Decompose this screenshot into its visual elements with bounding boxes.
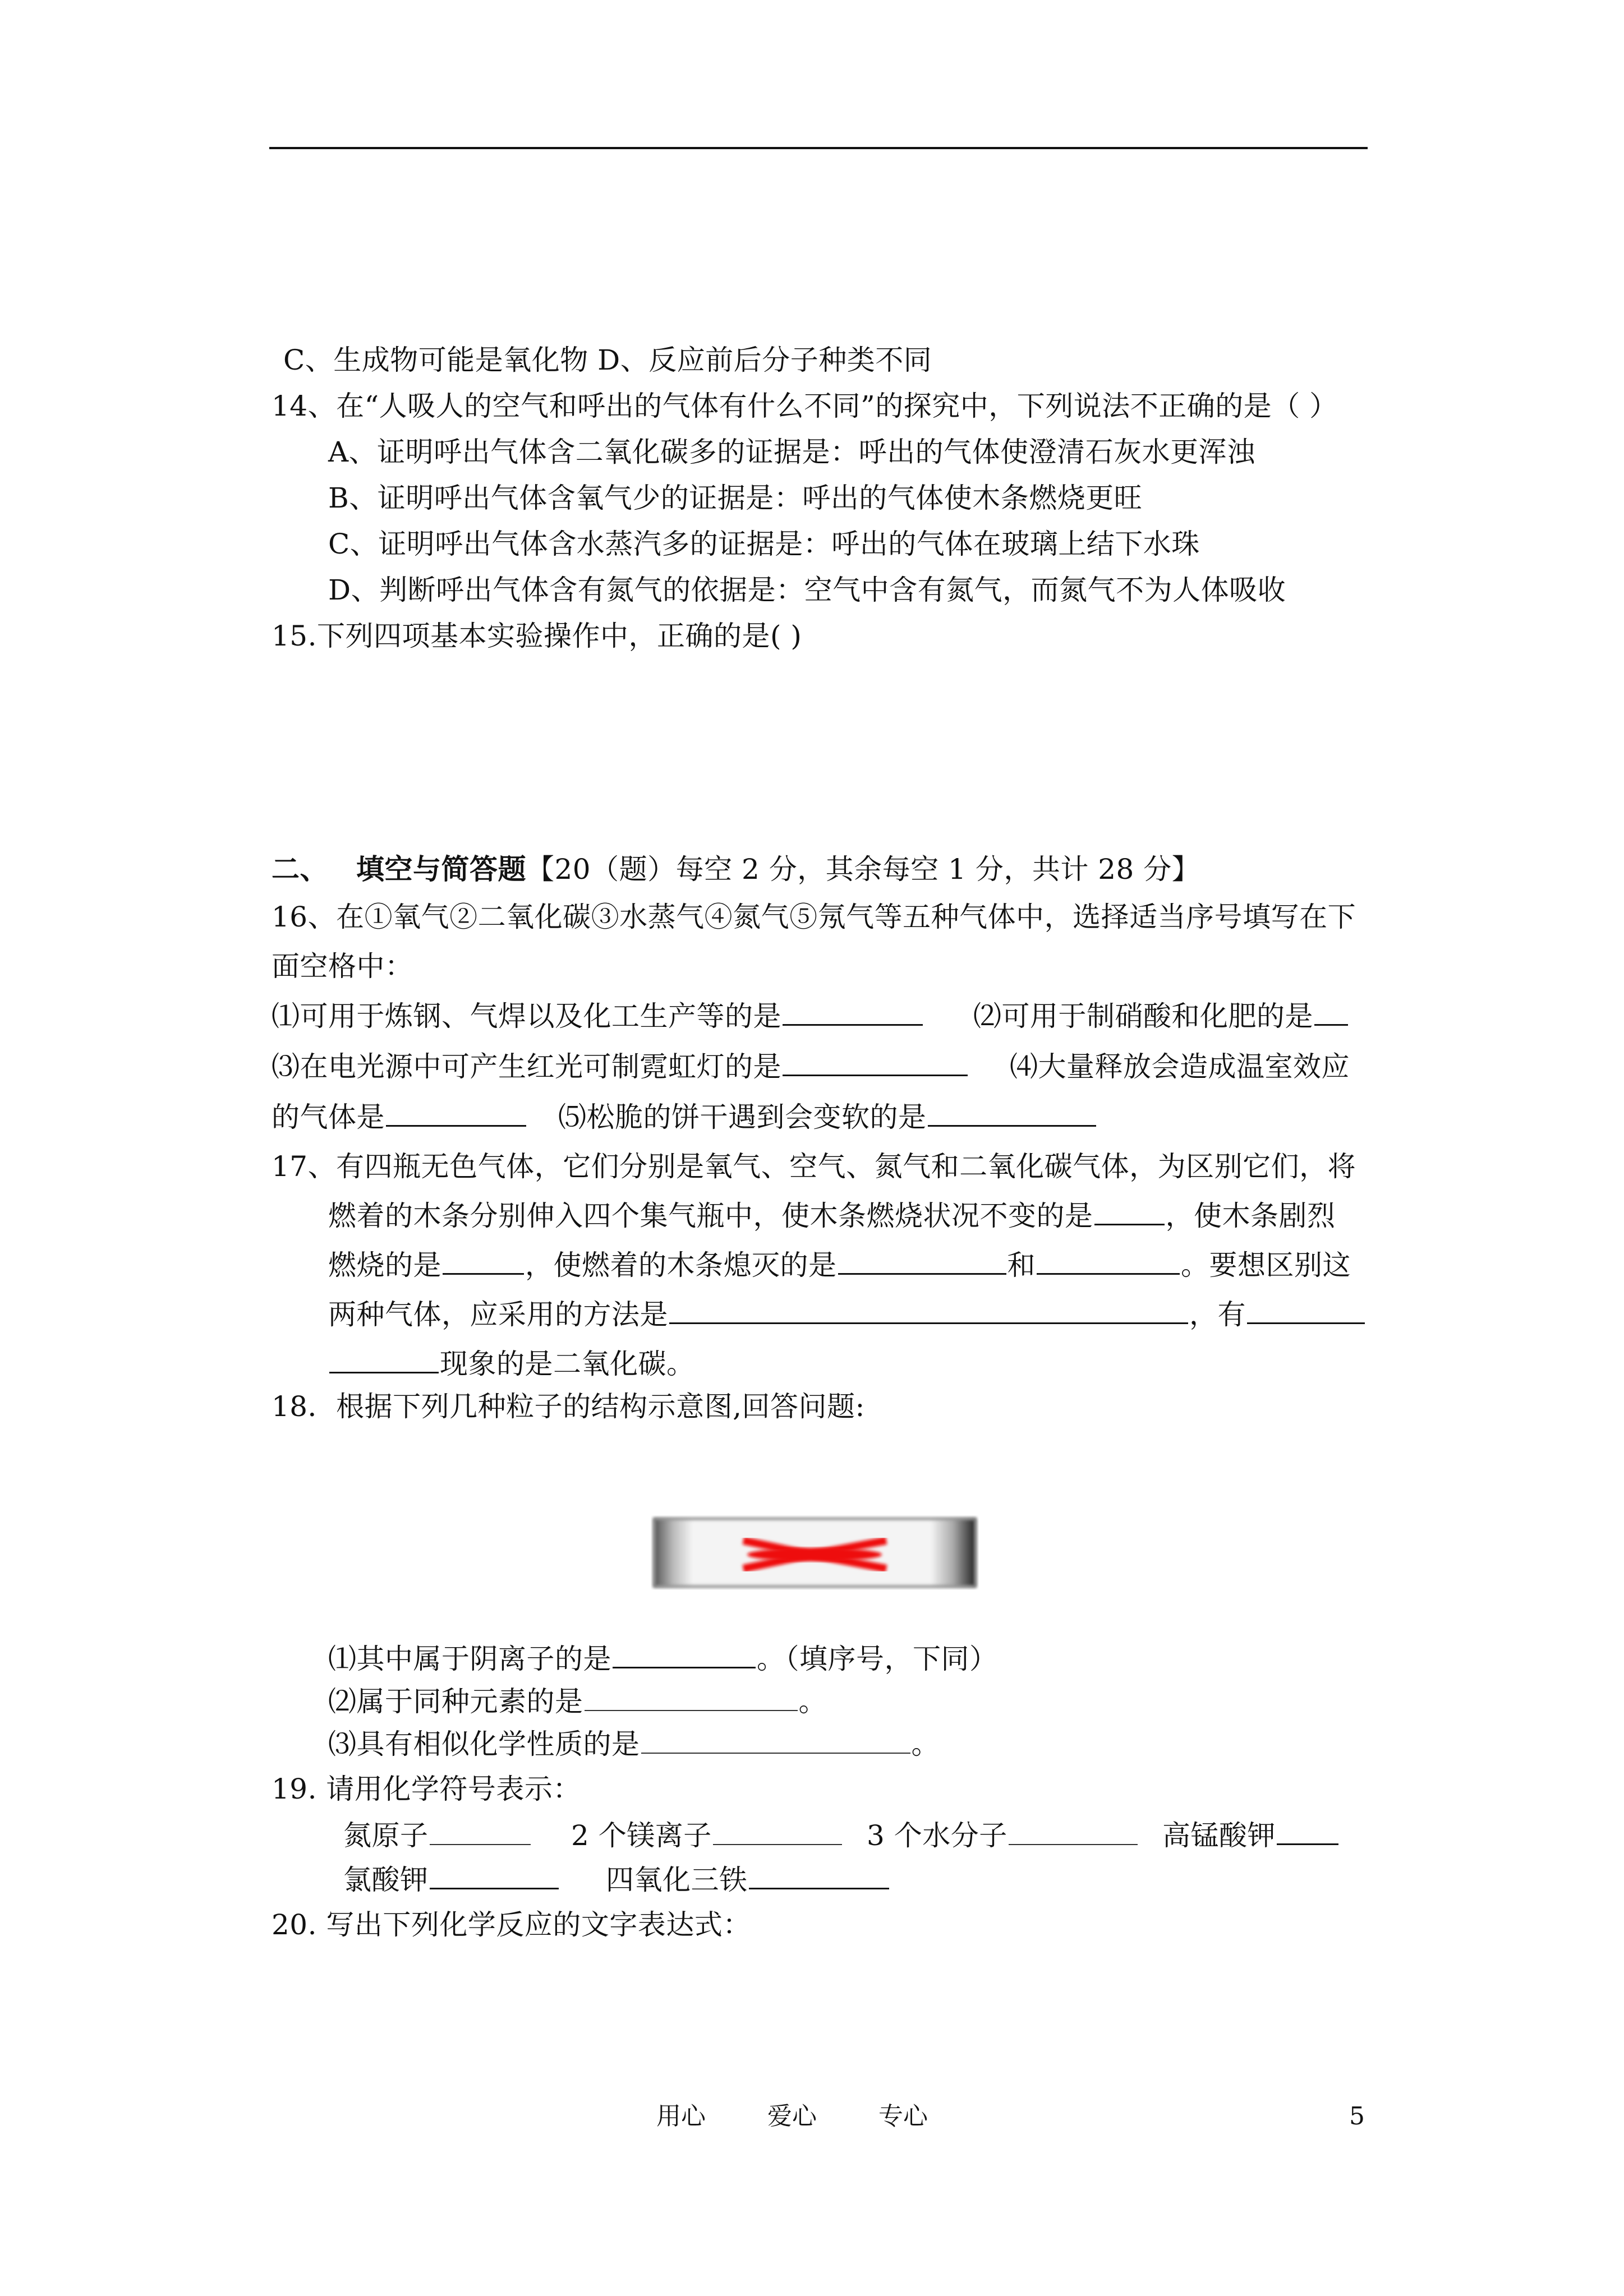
q14-option-d: D、判断呼出气体含有氮气的依据是：空气中含有氮气，而氮气不为人体吸收 <box>328 574 1286 606</box>
q17-line2 <box>328 1199 1336 1233</box>
q16-part4-end <box>272 1100 527 1134</box>
q18-part1-text: ⑴其中属于阴离子的是 <box>328 1643 611 1675</box>
section2-number: 二、 <box>272 852 328 886</box>
q18-part2-text: ⑵属于同种元素的是 <box>328 1685 583 1718</box>
broken-image-icon <box>651 1515 979 1590</box>
q19-item6-blank[interactable] <box>749 1863 889 1889</box>
q17-line1: 17、有四瓶无色气体，它们分别是氧气、空气、氮气和二氧化碳气体，为区别它们，将 <box>272 1150 1356 1183</box>
q19-item2-blank[interactable] <box>713 1819 842 1845</box>
q18-part3-text: ⑶具有相似化学性质的是 <box>328 1728 640 1760</box>
q16-part2 <box>973 999 1349 1033</box>
q19-item3 <box>867 1819 1139 1852</box>
q17-blank-phenomenon-2[interactable] <box>329 1347 439 1373</box>
q19-item4-blank[interactable] <box>1277 1819 1338 1845</box>
q18-part2-blank[interactable] <box>585 1685 798 1711</box>
q17-line3-mid: ，使燃着的木条熄灭的是 <box>525 1249 837 1281</box>
footer-word-1: 用心 <box>656 2102 706 2131</box>
q18-part1-blank[interactable] <box>613 1642 756 1668</box>
q17-blank-method[interactable] <box>669 1298 1188 1324</box>
q19-item1-blank[interactable] <box>430 1819 531 1845</box>
q18-part1-tail: 。（填序号，下同） <box>757 1643 998 1675</box>
q19-item5 <box>343 1863 560 1897</box>
q16-part3-blank[interactable] <box>783 1050 968 1076</box>
q18-stem: 18．根据下列几种粒子的结构示意图,回答问题: <box>272 1390 865 1423</box>
q19-item6-text: 四氧化三铁 <box>606 1864 748 1896</box>
q14-option-a: A、证明呼出气体含二氧化碳多的证据是：呼出的气体使澄清石灰水更浑浊 <box>328 436 1255 468</box>
header-rule <box>269 147 1368 149</box>
section2-note: 【20（题）每空 2 分，其余每空 1 分，共计 28 分】 <box>526 853 1200 886</box>
q16-part4-blank[interactable] <box>386 1100 526 1127</box>
q19-item1 <box>343 1819 532 1852</box>
q17-line5 <box>328 1347 695 1381</box>
q17-blank-unchanged[interactable] <box>1094 1199 1165 1225</box>
q16-stem-line2: 面空格中： <box>272 950 413 983</box>
q16-part2-blank[interactable] <box>1314 999 1348 1026</box>
q16-part5 <box>558 1100 1097 1134</box>
q19-item1-text: 氮原子 <box>343 1819 429 1852</box>
q17-line2-text: 燃着的木条分别伸入四个集气瓶中，使木条燃烧状况不变的是 <box>328 1200 1093 1232</box>
q16-part2-text: ⑵可用于制硝酸和化肥的是 <box>973 1000 1313 1032</box>
q17-blank-extinguish-1[interactable] <box>838 1248 1006 1275</box>
q19-item4 <box>1162 1819 1340 1852</box>
q19-item5-text: 氯酸钾 <box>343 1864 429 1896</box>
q17-line3-and: 和 <box>1007 1249 1036 1281</box>
q19-item2-text: 2 个镁离子 <box>571 1819 712 1852</box>
q14-stem: 14、在“人吸人的空气和呼出的气体有什么不同”的探究中，下列说法不正确的是（ ） <box>272 390 1338 422</box>
q15-stem: 15.下列四项基本实验操作中，正确的是( ) <box>272 620 802 652</box>
q16-stem-line1: 16、在①氧气②二氧化碳③水蒸气④氮气⑤氖气等五种气体中，选择适当序号填写在下 <box>272 901 1356 933</box>
q17-blank-extinguish-2[interactable] <box>1037 1248 1180 1275</box>
q17-blank-phenomenon-1[interactable] <box>1247 1298 1365 1324</box>
q17-line4-mid: ，有 <box>1189 1298 1246 1331</box>
q17-line3 <box>328 1248 1351 1282</box>
q16-part1 <box>272 999 924 1033</box>
q18-part2 <box>328 1685 827 1718</box>
footer-word-2: 爱心 <box>767 2102 817 2131</box>
footer-word-3: 专心 <box>878 2102 928 2131</box>
q19-item4-text: 高锰酸钾 <box>1162 1819 1276 1852</box>
q17-line5-text: 现象的是二氧化碳。 <box>440 1348 695 1380</box>
q17-blank-vigorous[interactable] <box>443 1248 524 1275</box>
section2-title: 填空与简答题 <box>356 852 526 886</box>
q19-item2 <box>571 1819 843 1852</box>
q18-part3 <box>328 1727 940 1761</box>
q14-option-c: C、证明呼出气体含水蒸汽多的证据是：呼出的气体在玻璃上结下水珠 <box>328 528 1200 560</box>
q19-item6 <box>606 1863 890 1897</box>
q17-line3-text: 燃烧的是 <box>328 1249 441 1281</box>
q19-item5-blank[interactable] <box>430 1863 559 1889</box>
q19-item3-text: 3 个水分子 <box>867 1819 1007 1852</box>
q18-part2-tail: 。 <box>798 1685 827 1718</box>
q13-options-cd: C、生成物可能是氧化物 D、反应前后分子种类不同 <box>283 344 932 376</box>
q16-part5-blank[interactable] <box>928 1100 1096 1127</box>
q19-stem: 19. 请用化学符号表示： <box>272 1773 581 1805</box>
q14-option-b: B、证明呼出气体含氧气少的证据是：呼出的气体使木条燃烧更旺 <box>328 482 1143 514</box>
q16-part3 <box>272 1050 969 1084</box>
q17-line4 <box>328 1298 1366 1331</box>
q16-part1-blank[interactable] <box>783 999 923 1026</box>
q16-part4-start: ⑷大量释放会造成温室效应 <box>1010 1050 1350 1083</box>
q16-part5-text: ⑸松脆的饼干遇到会变软的是 <box>558 1101 927 1133</box>
q20-stem: 20. 写出下列化学反应的文字表达式： <box>272 1908 751 1941</box>
q19-item3-blank[interactable] <box>1009 1819 1138 1845</box>
q17-line2-tail: ，使木条剧烈 <box>1165 1200 1336 1232</box>
q17-line3-tail: 。要想区别这 <box>1181 1249 1351 1281</box>
q16-part3-text: ⑶在电光源中可产生红光可制霓虹灯的是 <box>272 1050 781 1083</box>
q18-part3-tail: 。 <box>911 1728 940 1760</box>
q18-part1 <box>328 1642 998 1676</box>
q16-part4-text: 的气体是 <box>272 1101 385 1133</box>
q18-part3-blank[interactable] <box>641 1728 910 1754</box>
section2-heading <box>272 852 1200 886</box>
q17-line4-text: 两种气体，应采用的方法是 <box>328 1298 668 1331</box>
page-number: 5 <box>1349 2102 1365 2131</box>
q16-part1-text: ⑴可用于炼钢、气焊以及化工生产等的是 <box>272 1000 781 1032</box>
